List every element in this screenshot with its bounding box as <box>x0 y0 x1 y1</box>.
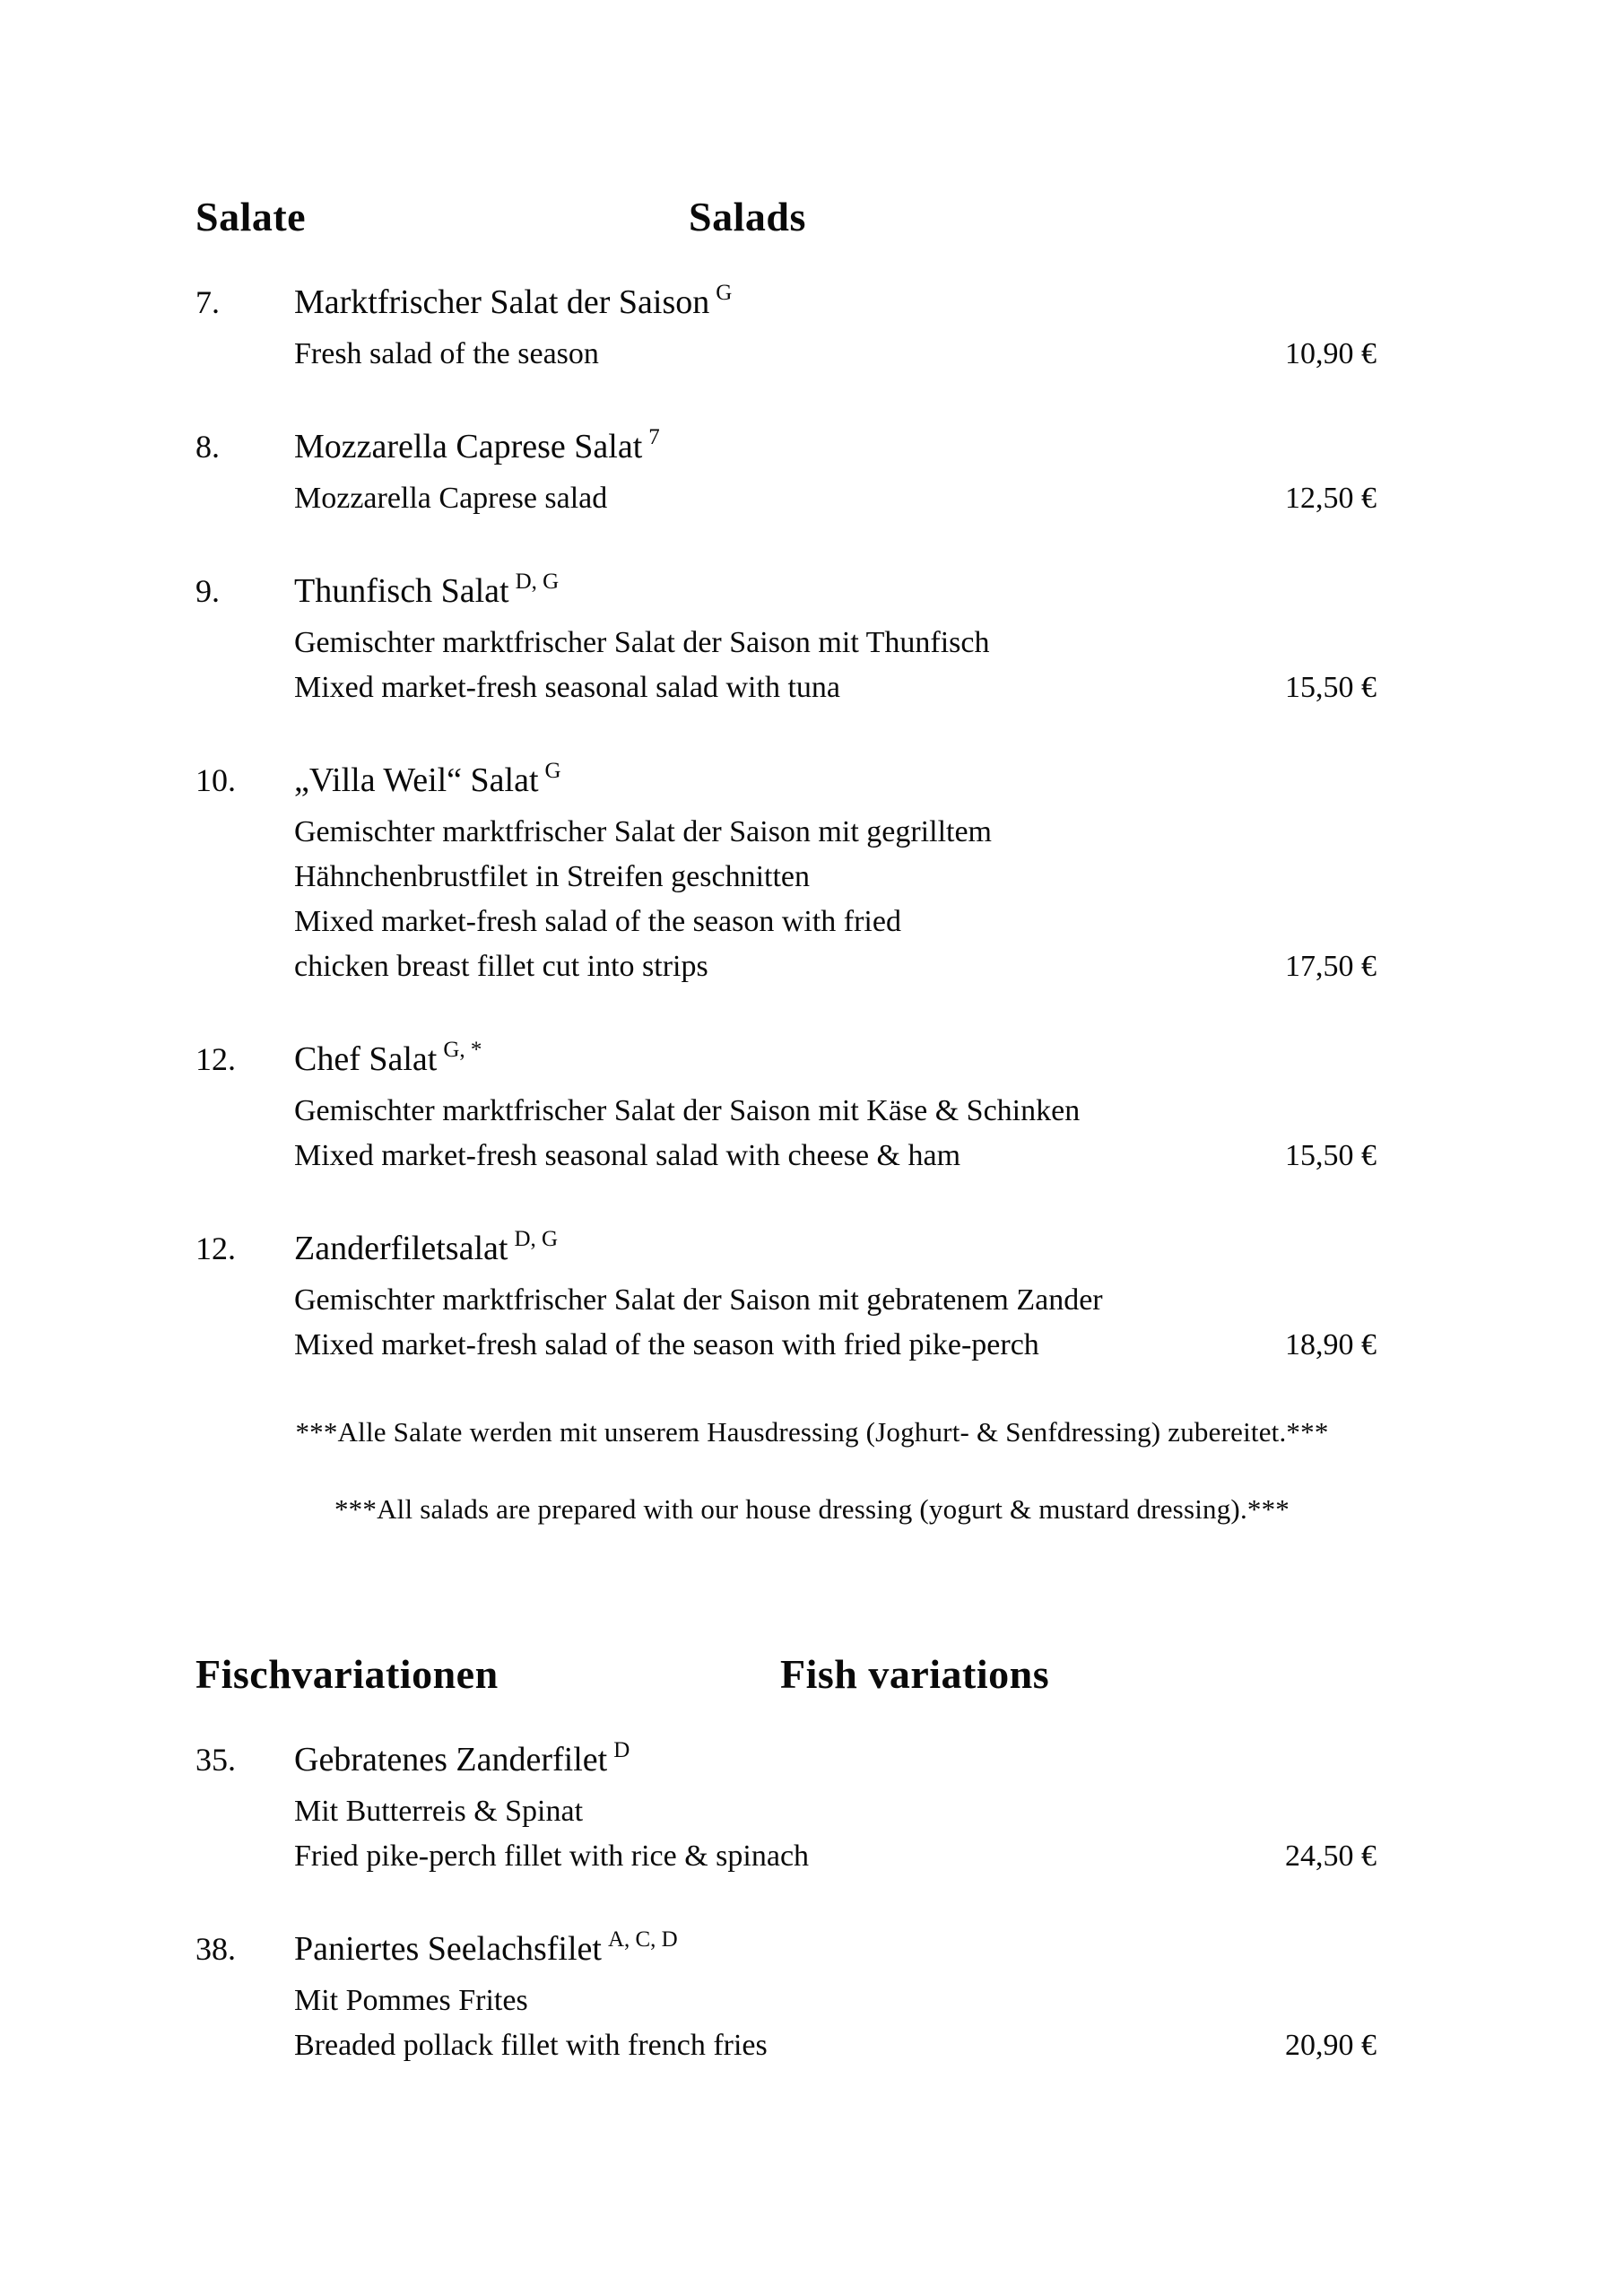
item-line <box>294 900 1376 944</box>
item-name-line <box>294 277 1376 332</box>
menu-item-10 <box>195 755 1376 989</box>
item-description: Fresh salad of the season <box>294 337 599 370</box>
item-name-line <box>294 1034 1376 1089</box>
allergen-superscript: D, G <box>515 570 560 594</box>
allergen-superscript: G, * <box>443 1038 482 1062</box>
allergen-superscript: G <box>544 759 561 783</box>
menu-item-12-zander <box>195 1223 1376 1368</box>
item-description: Gemischter marktfrischer Salat der Saison mit gebratenem Zander <box>294 1283 1103 1317</box>
item-line <box>294 665 1376 710</box>
menu-item-8 <box>195 422 1376 521</box>
item-description: Mozzarella Caprese salad <box>294 482 608 515</box>
item-price: 17,50 € <box>1285 950 1376 983</box>
dressing-notes <box>0 1413 1624 1529</box>
item-description: Gemischter marktfrischer Salat der Saison mit Thunfisch <box>294 626 990 659</box>
menu-item-7 <box>195 277 1376 377</box>
item-description: chicken breast fillet cut into strips <box>294 950 708 983</box>
item-number: 38. <box>195 1931 236 1967</box>
item-number: 12. <box>195 1041 236 1077</box>
item-line <box>294 332 1376 377</box>
item-name: Mozzarella Caprese Salat <box>294 428 643 465</box>
item-line <box>294 1323 1376 1368</box>
item-number: 7. <box>195 284 220 320</box>
item-name-line <box>294 1924 1376 1979</box>
item-name: Chef Salat <box>294 1040 438 1078</box>
item-line <box>294 2023 1376 2068</box>
item-price: 20,90 € <box>1285 2029 1376 2062</box>
item-price: 15,50 € <box>1285 671 1376 704</box>
item-body <box>294 1034 1376 1178</box>
item-name: Gebratenes Zanderfilet <box>294 1741 608 1779</box>
item-price: 15,50 € <box>1285 1139 1376 1172</box>
section-title-en: Fish variations <box>780 1651 1050 1697</box>
note-line-en: ***All salads are prepared with our house dressing (yogurt & mustard dressing).*** <box>334 1493 1290 1525</box>
item-body <box>294 1223 1376 1368</box>
item-line <box>294 1089 1376 1134</box>
item-description: Mit Pommes Frites <box>294 1984 528 2017</box>
item-body <box>294 1735 1376 1879</box>
item-line <box>294 855 1376 900</box>
menu-item-35 <box>195 1735 1376 1879</box>
section-title-de: Fischvariationen <box>195 1651 499 1697</box>
item-line <box>294 1979 1376 2023</box>
item-name-line <box>294 1735 1376 1789</box>
item-price: 18,90 € <box>1285 1328 1376 1361</box>
allergen-superscript: D, G <box>514 1227 559 1251</box>
item-number: 10. <box>195 762 236 798</box>
item-description: Gemischter marktfrischer Salat der Saison mit Käse & Schinken <box>294 1094 1081 1127</box>
allergen-superscript: D <box>613 1738 630 1762</box>
note-line-de: ***Alle Salate werden mit unserem Hausdressing (Joghurt- & Senfdressing) zubereitet.*** <box>295 1416 1329 1448</box>
item-name-line <box>294 566 1376 621</box>
item-body <box>294 1924 1376 2068</box>
item-description: Gemischter marktfrischer Salat der Saison mit gegrilltem <box>294 815 992 848</box>
menu-item-12-chef <box>195 1034 1376 1178</box>
item-price: 10,90 € <box>1285 337 1376 370</box>
item-name-line <box>294 1223 1376 1278</box>
item-number: 12. <box>195 1231 236 1266</box>
item-line <box>294 476 1376 521</box>
item-body <box>294 755 1376 989</box>
item-line <box>294 1134 1376 1178</box>
section-header <box>195 193 1624 245</box>
item-description: Fried pike-perch fillet with rice & spinach <box>294 1839 810 1873</box>
item-number: 35. <box>195 1742 236 1778</box>
item-description: Mit Butterreis & Spinat <box>294 1795 584 1828</box>
item-description: Mixed market-fresh salad of the season with fried <box>294 905 901 938</box>
allergen-superscript: A, C, D <box>607 1927 678 1952</box>
allergen-superscript: G <box>716 281 733 305</box>
section-title-en: Salads <box>689 194 806 239</box>
item-line <box>294 621 1376 665</box>
item-body <box>294 422 1376 521</box>
item-line <box>294 1789 1376 1834</box>
item-description: Hähnchenbrustfilet in Streifen geschnitten <box>294 860 810 893</box>
menu-item-9 <box>195 566 1376 710</box>
item-description: Mixed market-fresh seasonal salad with tuna <box>294 671 840 704</box>
item-description: Mixed market-fresh seasonal salad with cheese & ham <box>294 1139 961 1172</box>
item-line <box>294 1278 1376 1323</box>
menu-item-38 <box>195 1924 1376 2068</box>
item-name: Zanderfiletsalat <box>294 1230 508 1267</box>
allergen-superscript: 7 <box>648 425 660 449</box>
item-price: 24,50 € <box>1285 1839 1376 1873</box>
item-line <box>294 810 1376 855</box>
section-title-de: Salate <box>195 194 307 239</box>
item-number: 8. <box>195 429 220 465</box>
item-line <box>294 1834 1376 1879</box>
item-body <box>294 277 1376 377</box>
item-number: 9. <box>195 573 220 609</box>
item-description: Breaded pollack fillet with french fries <box>294 2029 768 2062</box>
item-description: Mixed market-fresh salad of the season with fried pike-perch <box>294 1328 1039 1361</box>
item-body <box>294 566 1376 710</box>
item-name-line <box>294 755 1376 810</box>
item-name: „Villa Weil“ Salat <box>294 761 539 799</box>
section-header <box>195 1650 1624 1702</box>
section-salads <box>195 193 1624 1529</box>
item-name: Thunfisch Salat <box>294 572 509 610</box>
item-name: Paniertes Seelachsfilet <box>294 1930 602 1968</box>
item-price: 12,50 € <box>1285 482 1376 515</box>
item-name: Marktfrischer Salat der Saison <box>294 283 710 321</box>
section-fish <box>195 1650 1624 2068</box>
item-line <box>294 944 1376 989</box>
item-name-line <box>294 422 1376 476</box>
